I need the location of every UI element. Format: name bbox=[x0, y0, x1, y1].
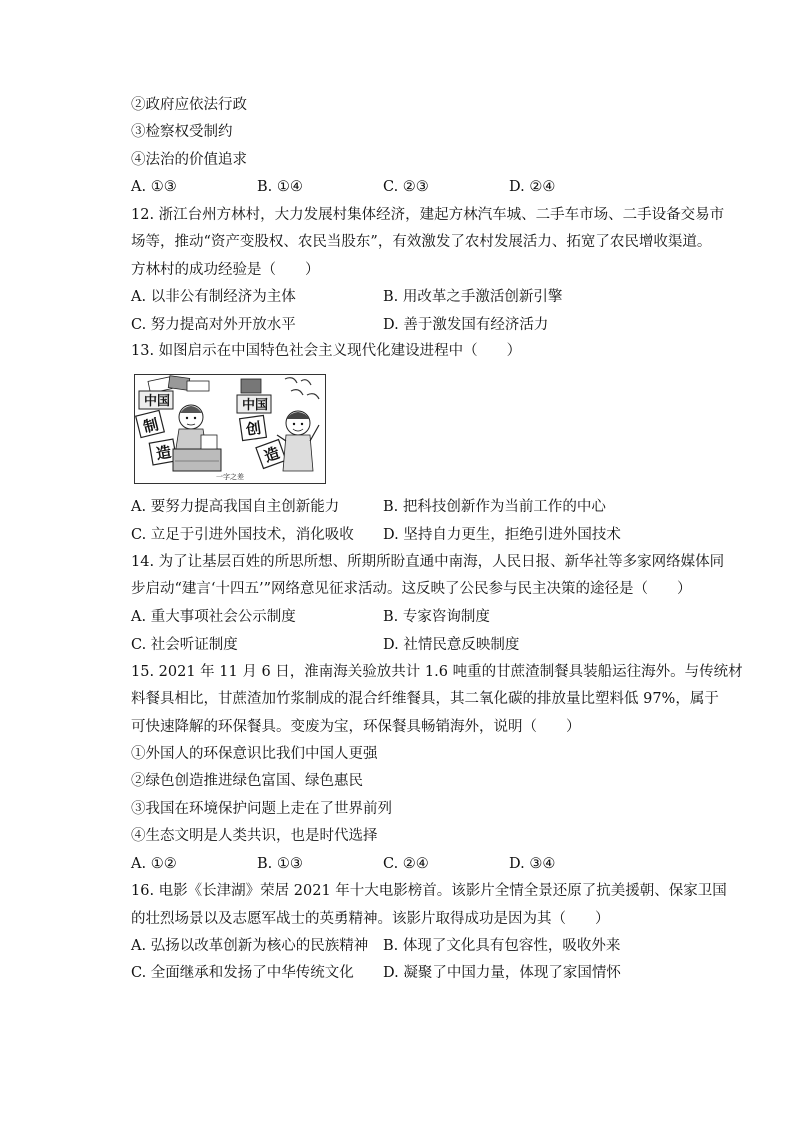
q14-option-b: B. 专家咨询制度 bbox=[383, 609, 490, 625]
q14-option-c: C. 社会听证制度 bbox=[131, 637, 238, 653]
svg-text:造: 造 bbox=[154, 443, 173, 464]
q14-stem-line-2: 步启动“建言‘十四五’”网络意见征求活动。这反映了公民参与民主决策的途径是（ ） bbox=[131, 581, 692, 597]
q15-stem-line-2: 料餐具相比，甘蔗渣加竹浆制成的混合纤维餐具，其二氧化碳的排放量比塑料低 97%，属于 bbox=[131, 691, 719, 707]
q13-stem-line-1: 13. 如图启示在中国特色社会主义现代化建设进程中（ ） bbox=[131, 343, 522, 359]
q13-option-c: C. 立足于引进外国技术，消化吸收 bbox=[131, 527, 354, 543]
q15-stem-line-3: 可快速降解的环保餐具。变废为宝，环保餐具畅销海外，说明（ ） bbox=[131, 719, 581, 735]
q12-option-c: C. 努力提高对外开放水平 bbox=[131, 317, 296, 333]
q11-option-a: A. ①③ bbox=[131, 179, 177, 195]
q15-statement-4: ④生态文明是人类共识，也是时代选择 bbox=[131, 828, 378, 844]
q12-stem-line-2: 场等，推动“资产变股权、农民当股东”，有效激发了农村发展活力、拓宽了农民增收渠道。 bbox=[131, 234, 712, 250]
svg-text:创: 创 bbox=[245, 419, 263, 439]
q11-option-c: C. ②③ bbox=[383, 179, 429, 195]
q12-stem-line-1: 12. 浙江台州方林村，大力发展村集体经济，建起方林汽车城、二手车市场、二手设备交易市 bbox=[131, 207, 725, 223]
q11-option-b: B. ①④ bbox=[257, 179, 303, 195]
q15-option-b: B. ①③ bbox=[257, 856, 303, 872]
q11-statement-2: ②政府应依法行政 bbox=[131, 97, 247, 113]
right-character bbox=[237, 378, 319, 471]
svg-text:制: 制 bbox=[141, 416, 161, 437]
q13-cartoon-figure bbox=[134, 374, 326, 484]
q16-option-b: B. 体现了文化具有包容性，吸收外来 bbox=[383, 938, 621, 954]
q13-option-a: A. 要努力提高我国自主创新能力 bbox=[131, 499, 340, 515]
q16-option-a: A. 弘扬以改革创新为核心的民族精神 bbox=[131, 938, 369, 954]
cartoon-illustration bbox=[135, 375, 325, 483]
q16-stem-line-1: 16. 电影《长津湖》荣居 2021 年十大电影榜首。该影片全情全景还原了抗美援朝、保家卫国 bbox=[131, 883, 727, 899]
q12-option-a: A. 以非公有制经济为主体 bbox=[131, 289, 296, 305]
q15-option-a: A. ①② bbox=[131, 856, 177, 872]
q11-option-d: D. ②④ bbox=[509, 179, 556, 195]
q11-statement-3: ③检察权受制约 bbox=[131, 124, 233, 140]
q13-option-d: D. 坚持自力更生，拒绝引进外国技术 bbox=[383, 527, 621, 543]
left-character bbox=[136, 376, 221, 471]
q14-stem-line-1: 14. 为了让基层百姓的所思所想、所期所盼直通中南海，人民日报、新华社等多家网络媒体同 bbox=[131, 554, 725, 570]
q12-stem-line-3: 方林村的成功经验是（ ） bbox=[131, 262, 320, 278]
svg-text:造: 造 bbox=[262, 444, 282, 466]
svg-text:中国: 中国 bbox=[144, 393, 171, 408]
q15-statement-3: ③我国在环境保护问题上走在了世界前列 bbox=[131, 801, 392, 817]
q15-option-c: C. ②④ bbox=[383, 856, 429, 872]
q15-statement-2: ②绿色创造推进绿色富国、绿色惠民 bbox=[131, 773, 363, 789]
q16-stem-line-2: 的壮烈场景以及志愿军战士的英勇精神。该影片取得成功是因为其（ ） bbox=[131, 911, 610, 927]
q12-option-b: B. 用改革之手激活创新引擎 bbox=[383, 289, 563, 305]
cartoon-caption: 一字之差 bbox=[216, 473, 244, 481]
q15-statement-1: ①外国人的环保意识比我们中国人更强 bbox=[131, 746, 378, 762]
q14-option-d: D. 社情民意反映制度 bbox=[383, 637, 520, 653]
q11-statement-4: ④法治的价值追求 bbox=[131, 152, 247, 168]
q14-option-a: A. 重大事项社会公示制度 bbox=[131, 609, 296, 625]
q16-option-d: D. 凝聚了中国力量，体现了家国情怀 bbox=[383, 965, 621, 981]
q15-option-d: D. ③④ bbox=[509, 856, 556, 872]
svg-text:中国: 中国 bbox=[242, 397, 269, 412]
q13-option-b: B. 把科技创新作为当前工作的中心 bbox=[383, 499, 606, 515]
q15-stem-line-1: 15. 2021 年 11 月 6 日，淮南海关验放共计 1.6 吨重的甘蔗渣制餐具装船运往海外。与传统材 bbox=[131, 664, 743, 680]
q16-option-c: C. 全面继承和发扬了中华传统文化 bbox=[131, 965, 354, 981]
q12-option-d: D. 善于激发国有经济活力 bbox=[383, 317, 549, 333]
